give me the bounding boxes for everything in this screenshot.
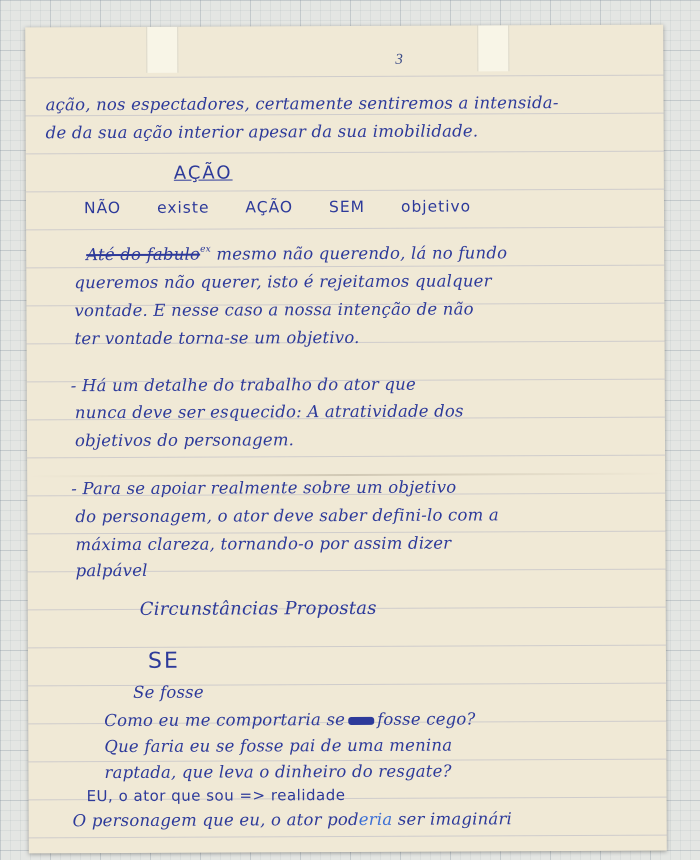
text-fragment: Como eu me comportaria se [104, 710, 346, 731]
text-line [104, 709, 475, 730]
text-line: queremos não querer, isto é rejeitamos qualquer [74, 271, 492, 293]
page-number: 3 [395, 51, 403, 68]
section-heading-se: SE [147, 648, 180, 674]
fold-crease [27, 473, 665, 478]
text-line: Que faria eu se fosse pai de uma menina [104, 735, 453, 757]
statement-line: NÃO existe AÇÃO SEM objetivo [83, 197, 472, 218]
tape-strip [146, 27, 178, 73]
text-fragment: ser imaginári [392, 809, 513, 829]
text-line: máxima clareza, tornando-o por assim dizer [75, 533, 452, 555]
ink-scribble [348, 716, 374, 724]
text-line: ter vontade torna-se um objetivo. [74, 327, 360, 349]
text-line: nunca deve ser esquecido: A atratividade dos [74, 401, 464, 423]
text-fragment: mesmo não querendo, lá no fundo [216, 243, 508, 264]
text-line: do personagem, o ator deve saber defini-lo com a [75, 505, 499, 527]
text-line: EU, o ator que sou => realidade [86, 786, 346, 806]
text-line: de da sua ação interior apesar da sua imobilidade. [45, 121, 479, 143]
struck-text: Até do fabulo [86, 244, 201, 265]
notebook-page [25, 25, 667, 854]
text-line [73, 809, 512, 830]
tape-strip [477, 25, 509, 71]
text-fragment: O personagem que eu, o ator pod [72, 809, 359, 831]
text-line: vontade. E nesse caso a nossa intenção de não [74, 299, 474, 321]
text-fragment: eria [358, 809, 393, 829]
text-line: Se fosse [133, 682, 204, 702]
section-heading-acao: AÇÃO [173, 162, 233, 184]
text-line: - Para se apoiar realmente sobre um objetivo [71, 477, 457, 499]
section-heading-circunstancias: Circunstâncias Propostas [139, 597, 377, 620]
text-fragment: fosse cego? [377, 709, 476, 729]
text-line: palpável [75, 560, 148, 581]
superscript-note: ex [200, 244, 211, 255]
text-line: objetivos do personagem. [74, 430, 295, 451]
text-line [86, 243, 507, 264]
text-line: raptada, que leva o dinheiro do resgate? [104, 761, 452, 783]
text-line: ação, nos espectadores, certamente sentiremos a intensida- [45, 93, 559, 115]
text-line: - Há um detalhe do trabalho do ator que [70, 374, 416, 396]
